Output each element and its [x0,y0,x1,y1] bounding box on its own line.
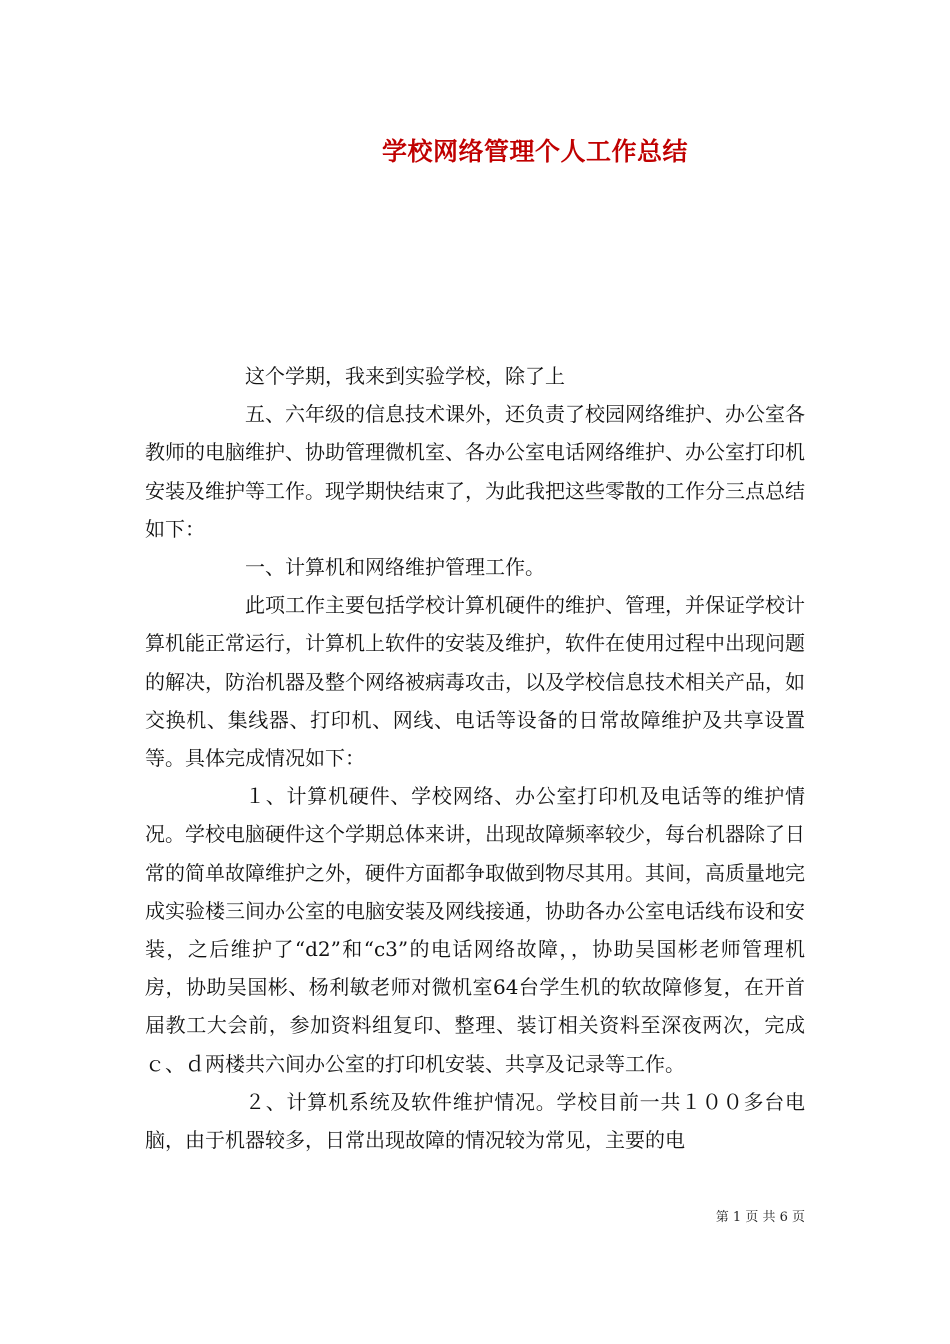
paragraph-3: 一、计算机和网络维护管理工作。 [245,555,545,580]
paragraph-6: ２、计算机系统及软件维护情况。学校目前一共１００多台电脑，由于机器较多，日常出现故障的情况较为常见，主要的电 [145,1089,805,1153]
document-body [145,357,805,1159]
paragraph-2: 五、六年级的信息技术课外，还负责了校园网络维护、办公室各教师的电脑维护、协助管理微机室、各办公室电话网络维护、办公室打印机安装及维护等工作。现学期快结束了，为此我把这些零散的工作分三点总结如下： [145,402,805,541]
paragraph-5: １、计算机硬件、学校网络、办公室打印机及电话等的维护情况。学校电脑硬件这个学期总体来讲，出现故障频率较少，每台机器除了日常的简单故障维护之外，硬件方面都争取做到物尽其用。其间，高质量地完成实验楼三间办公室的电脑安装及网线接通，协助各办公室电话线布设和安装，之后维护了“d2”和“c3”的电话网络故障，，协助吴国彬老师管理机房，协助吴国彬、杨利敏老师对微机室64台学生机的软故障修复，在开首届教工大会前，参加资料组复印、整理、装订相关资料至深夜两次，完成ｃ、ｄ两楼共六间办公室的打印机安装、共享及记录等工作。 [145,784,805,1076]
page-number-footer: 第 1 页 共 6 页 [715,1210,805,1225]
paragraph-4: 此项工作主要包括学校计算机硬件的维护、管理，并保证学校计算机能正常运行，计算机上软件的安装及维护，软件在使用过程中出现问题的解决，防治机器及整个网络被病毒攻击，以及学校信息技术相关产品，如交换机、集线器、打印机、网线、电话等设备的日常故障维护及共享设置等。具体完成情况如下： [145,593,805,771]
paragraph-1: 这个学期，我来到实验学校，除了上 [245,364,565,388]
document-title: 学校网络管理个人工作总结 [381,137,688,166]
